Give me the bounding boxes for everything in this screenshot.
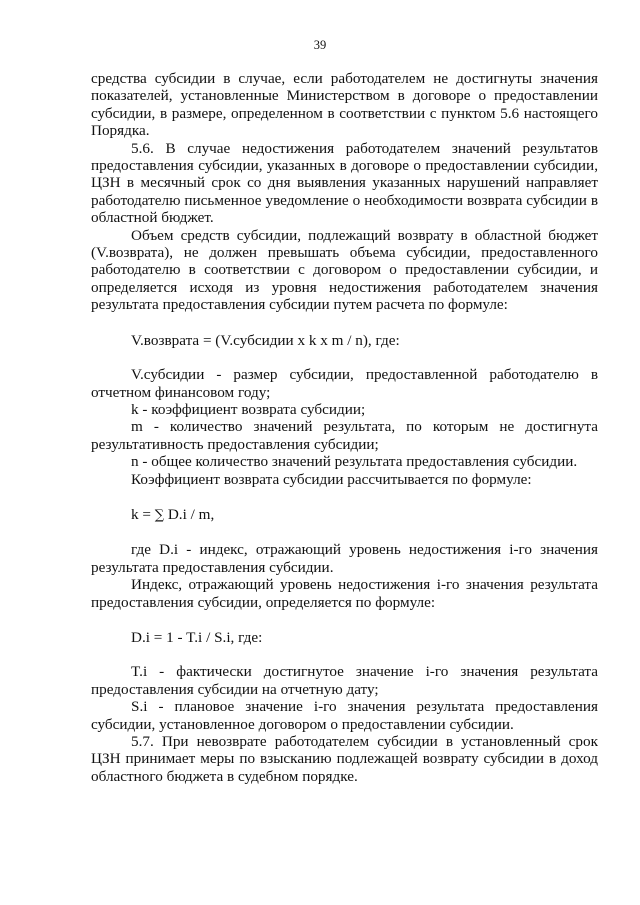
formula-coefficient bbox=[91, 506, 598, 524]
paragraph-5-6: 5.6. В случае недостижения работодателем значений результатов предоставления субсидии, указанных в договоре о предоставлении субсидии, ЦЗН в месячный срок со дня выявления указанных нарушений направляет работодателю письменное уведомление о необходимости возврата субсидии в областной бюджет. bbox=[91, 139, 598, 227]
formula-coefficient-suffix: D.i / m, bbox=[164, 505, 215, 523]
paragraph-coefficient-intro: Коэффициент возврата субсидии рассчитывается по формуле: bbox=[131, 470, 532, 488]
definition-n: n - общее количество значений результата предоставления субсидии. bbox=[131, 453, 578, 471]
page-number: 39 bbox=[313, 38, 327, 52]
definition-k: k - коэффициент возврата субсидии; bbox=[131, 400, 366, 418]
sum-symbol: ∑ bbox=[154, 507, 165, 523]
formula-coefficient-prefix: k = bbox=[131, 505, 155, 523]
definition-t-i: T.i - фактически достигнутое значение i-го значения результата предоставления субсидии на отчетную дату; bbox=[91, 663, 598, 698]
definition-v-subsidy: V.субсидии - размер субсидии, предоставленной работодателю в отчетном финансовом году; bbox=[91, 366, 598, 401]
definition-d-i: где D.i - индекс, отражающий уровень недостижения i-го значения результата предоставления субсидии. bbox=[91, 541, 598, 576]
formula-index: D.i = 1 - T.i / S.i, где: bbox=[131, 628, 263, 646]
paragraph-index-intro: Индекс, отражающий уровень недостижения i-го значения результата предоставления субсидии, определяется по формуле: bbox=[91, 576, 598, 611]
document-body bbox=[91, 70, 598, 785]
formula-return-volume: V.возврата = (V.субсидии x k x m / n), где: bbox=[131, 331, 400, 349]
definition-m: m - количество значений результата, по которым не достигнута результативность предоставления субсидии; bbox=[91, 418, 598, 453]
paragraph-return-volume: Объем средств субсидии, подлежащий возврату в областной бюджет (V.возврата), не должен превышать объема субсидии, предоставленного работодателю в соответствии с договором о предоставлении субсидии, и определяется исходя из уровня недостижения работодателем значения результата предоставления субсидии путем расчета по формуле: bbox=[91, 226, 598, 314]
definition-s-i: S.i - плановое значение i-го значения результата предоставления субсидии, установленное договором о предоставлении субсидии. bbox=[91, 698, 598, 733]
paragraph-continuation: средства субсидии в случае, если работодателем не достигнуты значения показателей, установленные Министерством в договоре о предоставлении субсидии, в размере, определенном в соответствии с пунктом 5.6 настоящего Порядка. bbox=[91, 70, 598, 140]
paragraph-5-7: 5.7. При невозврате работодателем субсидии в установленный срок ЦЗН принимает меры по взысканию подлежащей возврату субсидии в доход областного бюджета в судебном порядке. bbox=[91, 733, 598, 785]
